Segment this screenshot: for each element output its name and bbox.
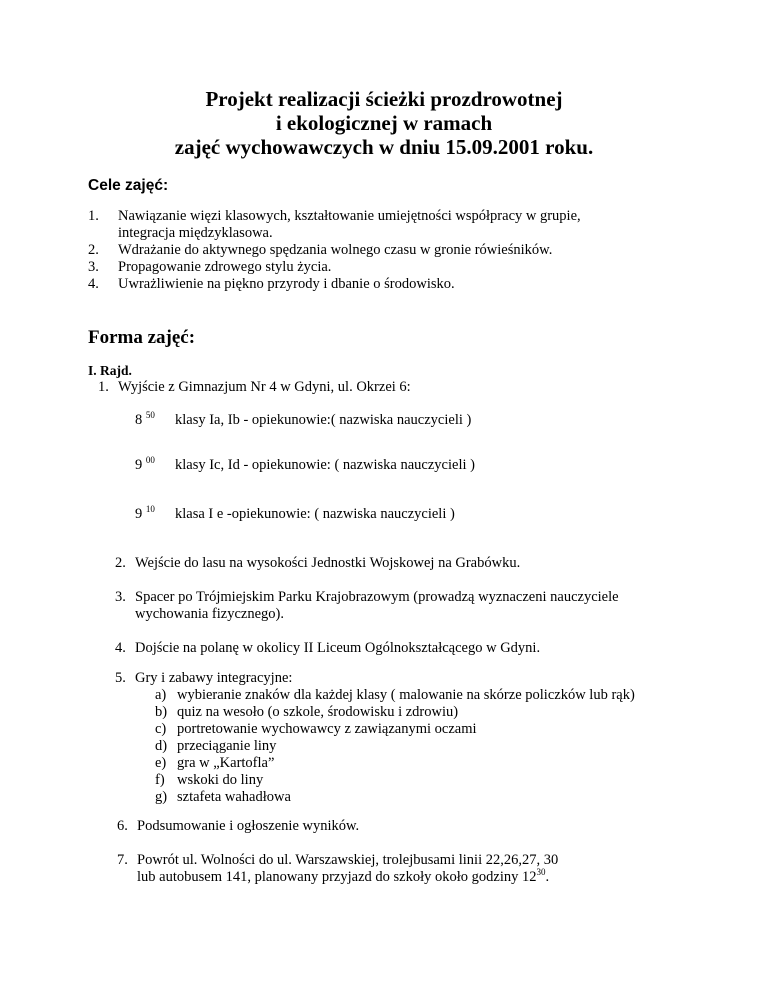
step-text: Gry i zabawy integracyjne: xyxy=(135,670,293,686)
step-number: 7. xyxy=(117,852,128,868)
document-title xyxy=(0,87,768,159)
step-number: 1. xyxy=(98,379,109,395)
goal-number: 4. xyxy=(88,276,99,292)
step-text: Wejście do lasu na wysokości Jednostki Wojskowej na Grabówku. xyxy=(135,555,521,571)
step-number: 2. xyxy=(115,555,126,571)
goal-number: 2. xyxy=(88,242,99,258)
game-item: g) sztafeta wahadłowa xyxy=(155,789,291,805)
game-item: e) gra w „Kartofla” xyxy=(155,755,275,771)
goal-text: Wdrażanie do aktywnego spędzania wolnego czasu w gronie rówieśników. xyxy=(118,242,553,258)
schedule-time: 8 $^{50}$ xyxy=(135,410,155,428)
schedule-text: klasy Ia, Ib - opiekunowie:( nazwiska nauczycieli ) xyxy=(175,412,472,428)
schedule-row xyxy=(135,506,455,523)
title-line-2: i ekologicznej w ramach xyxy=(275,111,493,135)
goal-item xyxy=(88,208,708,242)
game-item: f) wskoki do liny xyxy=(155,772,264,788)
step-text: Spacer po Trójmiejskim Parku Krajobrazowym (prowadzą wyznaczeni nauczyciele xyxy=(135,589,619,605)
game-item: b) quiz na wesoło (o szkole, środowisku i zdrowiu) xyxy=(155,704,459,720)
step-text-cont: lub autobusem 141, planowany przyjazd do szkoły około godziny $12^{30}$. xyxy=(137,867,550,885)
title-line-1: Projekt realizacji ścieżki prozdrowotnej xyxy=(205,87,563,111)
schedule-text: klasy Ic, Id - opiekunowie: ( nazwiska nauczycieli ) xyxy=(175,457,475,473)
step-number: 4. xyxy=(115,640,126,656)
schedule-row xyxy=(135,412,471,429)
step-number: 5. xyxy=(115,670,126,686)
goal-text: Propagowanie zdrowego stylu życia. xyxy=(118,259,332,275)
game-item: c) portretowanie wychowawcy z zawiązanymi oczami xyxy=(155,721,477,737)
step-text: Wyjście z Gimnazjum Nr 4 w Gdyni, ul. Okrzei 6: xyxy=(118,379,411,395)
game-item: a) wybieranie znaków dla każdej klasy ( malowanie na skórze policzków lub rąk) xyxy=(155,687,635,703)
title-line-3: zajęć wychowawczych w dniu 15.09.2001 roku. xyxy=(174,135,594,159)
goal-item xyxy=(88,276,708,293)
goal-item xyxy=(88,242,708,259)
games-list xyxy=(155,687,635,806)
step-number: 6. xyxy=(117,818,128,834)
goal-number: 1. xyxy=(88,208,99,224)
goal-number: 3. xyxy=(88,259,99,275)
goal-text: Nawiązanie więzi klasowych, kształtowanie umiejętności współpracy w grupie, xyxy=(118,208,581,224)
form-heading: Forma zajęć: xyxy=(88,327,196,348)
game-item: d) przeciąganie liny xyxy=(155,738,277,754)
step-text: Powrót ul. Wolności do ul. Warszawskiej, trolejbusami linii 22,26,27, 30 xyxy=(137,852,559,868)
goal-item xyxy=(88,259,708,276)
step-text: Dojście na polanę w okolicy II Liceum Ogólnokształcącego w Gdyni. xyxy=(135,640,541,656)
section-rajd: I. Rajd. xyxy=(88,363,132,378)
schedule-row xyxy=(135,457,475,474)
goal-text-cont: integracja międzyklasowa. xyxy=(118,225,273,241)
step-text: Podsumowanie i ogłoszenie wyników. xyxy=(137,818,360,834)
goal-text: Uwrażliwienie na piękno przyrody i dbanie o środowisko. xyxy=(118,276,455,292)
schedule-text: klasa I e -opiekunowie: ( nazwiska nauczycieli ) xyxy=(175,506,455,522)
goals-list xyxy=(88,208,708,293)
schedule-time: 9 $^{10}$ xyxy=(135,504,155,522)
goals-heading: Cele zajęć: xyxy=(88,177,169,194)
step-text-cont: wychowania fizycznego). xyxy=(135,606,284,622)
schedule-time: 9 $^{00}$ xyxy=(135,455,155,473)
step-number: 3. xyxy=(115,589,126,605)
